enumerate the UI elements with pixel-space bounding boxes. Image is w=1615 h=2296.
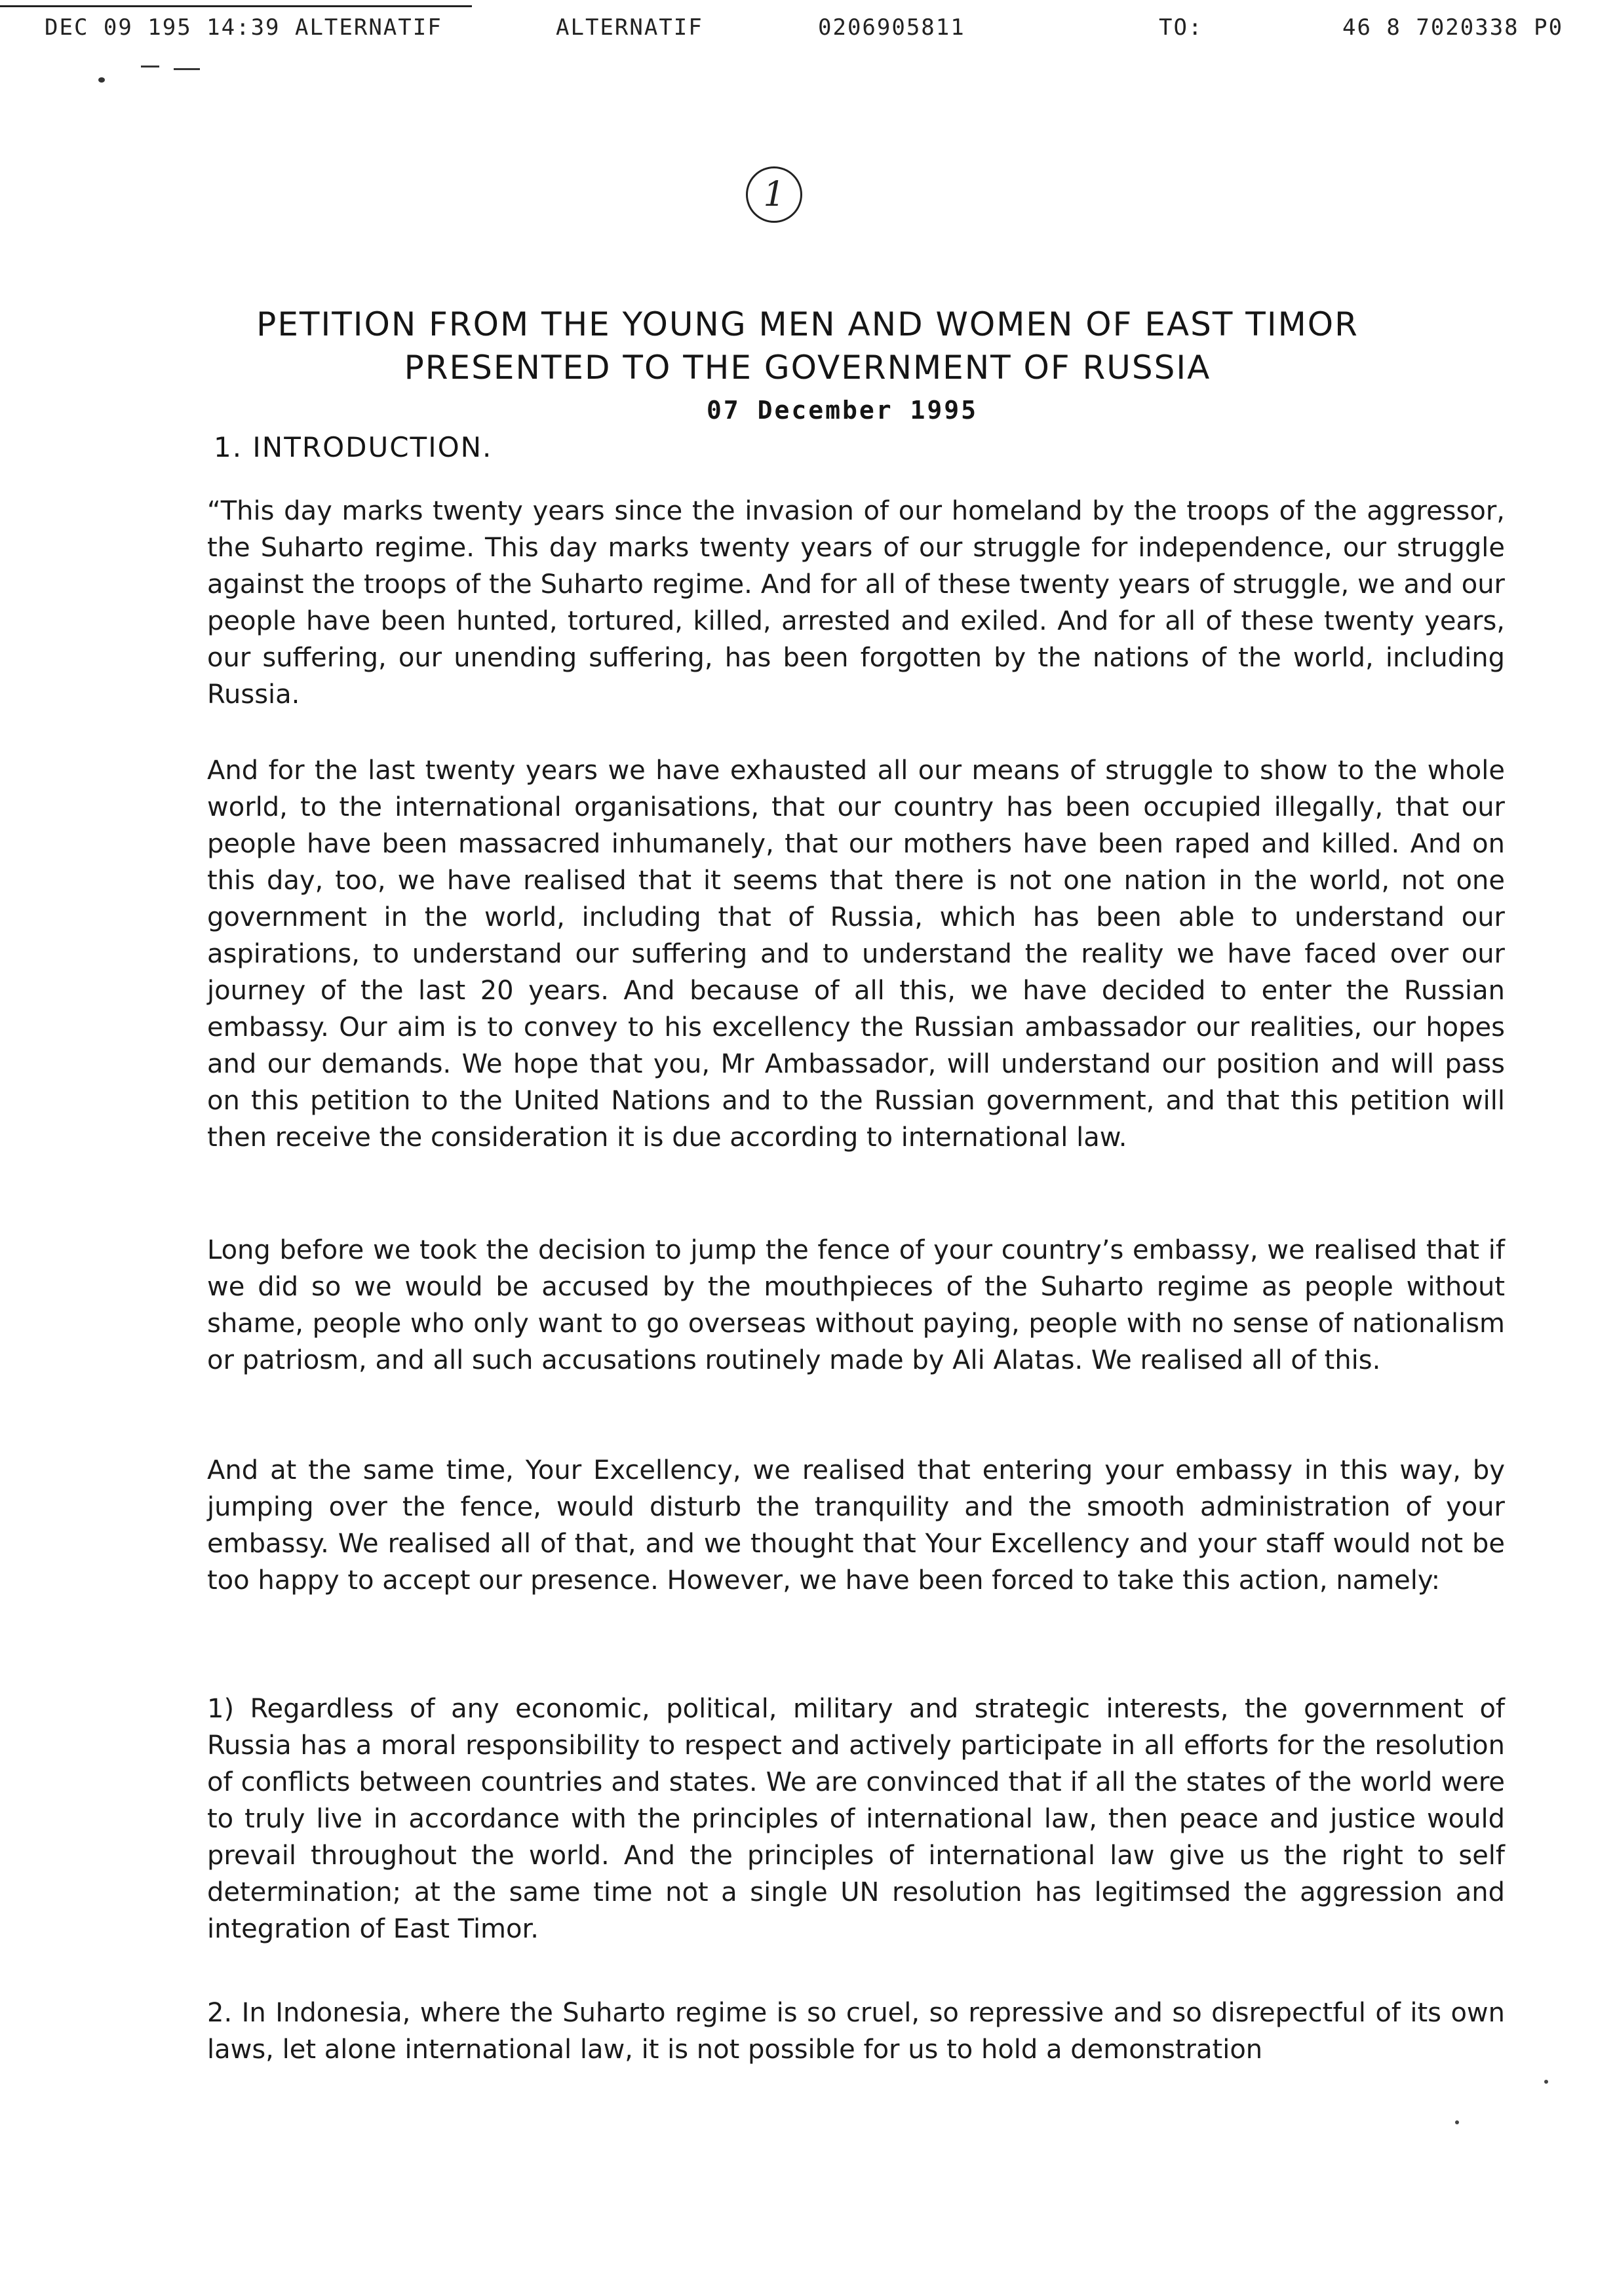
body-paragraph: And for the last twenty years we have exhausted all our means of struggle to show to the whole world, to the international organisations, that our country has been occupied illegally, that our people have been massacred inhumanely, that our mothers have been raped and killed. And on this day, too, we have realised that it seems that there is not one nation in the world, not one government in the world, including that of Russia, which has been able to understand our aspirations, to understand our suffering and to understand the reality we have faced over our journey of the last 20 years. And because of all this, we have decided to enter the Russian embassy. Our aim is to convey to his excellency the Russian ambassador our realities, our hopes and our demands. We hope that you, Mr Ambassador, will understand our position and will pass on this petition to the United Nations and to the Russian government, and that this petition will then receive the consideration it is due according to international law.: [207, 756, 1505, 1153]
scan-speck: [174, 68, 200, 70]
body-paragraph: 1) Regardless of any economic, political, military and strategic interests, the government of Russia has a moral responsibility to respect and actively participate in all efforts for the resolution of conflicts between countries and states. We are convinced that if all the states of the world were to truly live in accordance with the principles of international law, then peace and justice would prevail throughout the world. And the principles of international law give us the right to self determination; at the same time not a single UN resolution has legitimsed the aggression and integration of East Timor.: [207, 1694, 1505, 1944]
fax-to-label: TO:: [1159, 14, 1203, 41]
document-title-line-2: PRESENTED TO THE GOVERNMENT OF RUSSIA: [404, 349, 1211, 387]
body-paragraph: 2. In Indonesia, where the Suharto regime is so cruel, so repressive and so disrepectful of its own laws, let alone international law, it is not possible for us to hold a demonstration: [207, 1998, 1505, 2065]
scan-speck: [98, 77, 105, 83]
body-paragraph: And at the same time, Your Excellency, we realised that entering your embassy in this way, by jumping over the fence, would disturb the tranquility and the smooth administration of your embassy. We realised all of that, and we thought that Your Excellency and your staff would not be too happy to accept our presence. However, we have been forced to take this action, namely:: [207, 1455, 1505, 1596]
fax-date-time: DEC 09 195 14:39 ALTERNATIF: [45, 14, 442, 41]
section-heading: 1. INTRODUCTION.: [214, 431, 493, 463]
fax-header-rule: [0, 5, 472, 7]
fax-phone-number: 0206905811: [818, 14, 965, 41]
fax-destination: 46 8 7020338 P0: [1342, 14, 1564, 41]
scan-speck: [1455, 2120, 1459, 2124]
scan-speck: [141, 66, 159, 67]
fax-transmission-header: [0, 14, 1615, 54]
document-date: 07 December 1995: [707, 396, 979, 425]
body-paragraph: “This day marks twenty years since the invasion of our homeland by the troops of the aggressor, the Suharto regime. This day marks twenty years of our struggle for independence, our struggle against the troops of the Suharto regime. And for all of these twenty years of struggle, we and our people have been hunted, tortured, killed, arrested and exiled. And for all of these twenty years, our suffering, our unending suffering, has been forgotten by the nations of the world, including Russia.: [207, 496, 1505, 710]
document-title-line-1: PETITION FROM THE YOUNG MEN AND WOMEN OF EAST TIMOR: [256, 305, 1359, 343]
page-number-circle: 1: [746, 166, 802, 223]
body-paragraph: Long before we took the decision to jump the fence of your country’s embassy, we realised that if we did so we would be accused by the mouthpieces of the Suharto regime as people without shame, people who only want to go overseas without paying, people with no sense of nationalism or patriosm, and all such accusations routinely made by Ali Alatas. We realised all of this.: [207, 1235, 1505, 1375]
fax-sender: ALTERNATIF: [556, 14, 703, 41]
scan-speck: [1544, 2080, 1548, 2084]
